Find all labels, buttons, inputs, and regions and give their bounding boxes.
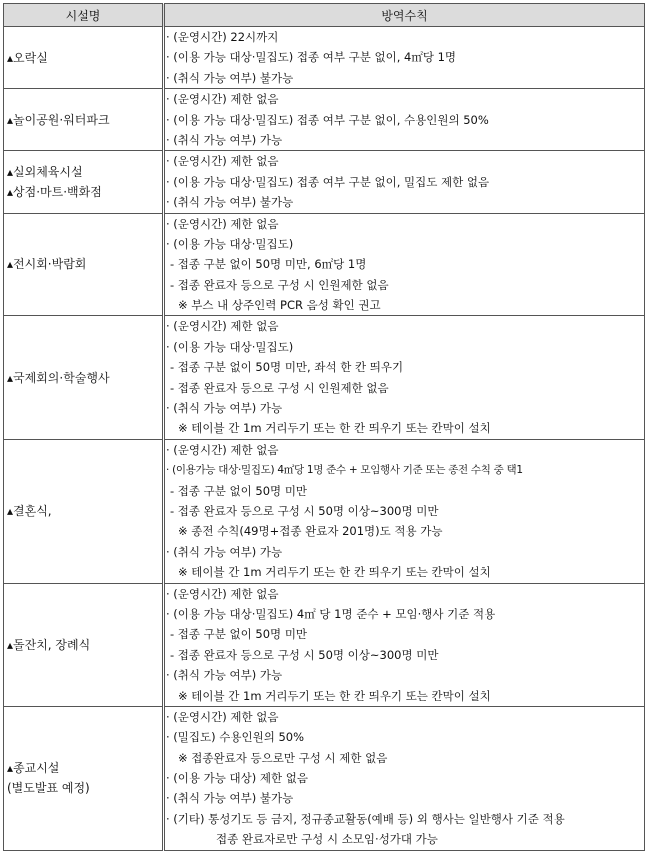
rules-cell [164,151,645,213]
rule-line: ※ 부스 내 상주인력 PCR 음성 확인 권고 [178,298,381,313]
rule-line: · (운영시간) 22시까지 [166,30,279,44]
facility-name: ▴결혼식, [7,504,52,519]
rule-line: · (취식 가능 여부) 가능 [166,401,283,416]
facility-name: ▴국제회의·학술행사 [7,370,110,385]
facility-name: ▴전시회·박람회 [7,257,87,272]
rule-line: - 접종 구분 없이 50명 미만, 6㎡당 1명 [170,257,367,272]
rule-line: · (취식 가능 여부) 가능 [166,544,283,559]
rule-line: · (기타) 통성기도 등 금지, 정규종교활동(예배 등) 외 행사는 일반행사 기준 적용 [166,811,565,826]
rule-line: · (밀집도) 수용인원의 50% [166,730,305,745]
rule-line: ※ 테이블 간 1m 거리두기 또는 한 칸 띄우기 또는 칸막이 설치 [178,421,491,436]
rules-cell [164,316,645,439]
header-row [4,4,645,27]
facility-name: ▴종교시설 [7,761,60,776]
facility-name: ▴실외체육시설 [7,164,83,179]
rule-line: · (운영시간) 제한 없음 [166,586,279,601]
table-row [4,583,645,706]
rule-line: - 접종 완료자 등으로 구성 시 50명 이상~300명 미만 [170,647,439,662]
facility-cell [4,27,164,89]
table-row [4,316,645,439]
rule-line: · (취식 가능 여부) 가능 [166,132,283,147]
rule-line: · (운영시간) 제한 없음 [166,319,279,334]
facility-cell [4,583,164,706]
rule-line: - 접종 구분 없이 50명 미만 [170,627,308,642]
table-row [4,439,645,583]
facility-name: ▴오락실 [7,50,48,65]
rule-line: · (이용 가능 대상·밀집도) 접종 여부 구분 없이, 수용인원의 50% [166,112,489,127]
table-row [4,706,645,850]
rule-line: ※ 테이블 간 1m 거리두기 또는 한 칸 띄우기 또는 칸막이 설치 [178,565,491,580]
table-row [4,151,645,213]
rule-line: · (취식 가능 여부) 불가능 [166,70,294,85]
rule-line: · (이용 가능 대상·밀집도) 접종 여부 구분 없이, 4㎡당 1명 [166,50,457,65]
rule-line: · (운영시간) 제한 없음 [166,709,279,724]
rules-cell [164,439,645,583]
rule-line: ※ 접종완료자 등으로만 구성 시 제한 없음 [178,750,388,765]
rule-line: · (이용 가능 대상·밀집도) [166,339,294,354]
quarantine-rules-table [3,3,645,851]
rule-line: · (운영시간) 제한 없음 [166,216,279,231]
rule-line: - 접종 완료자 등으로 구성 시 50명 이상~300명 미만 [170,503,439,518]
facility-name: ▴상점·마트·백화점 [7,184,102,199]
table-row [4,89,645,151]
rules-cell [164,213,645,316]
table-row [4,27,645,89]
rule-line: · (운영시간) 제한 없음 [166,92,279,107]
facility-cell [4,89,164,151]
facility-cell [4,439,164,583]
rule-line: · (이용가능 대상·밀집도) 4㎡당 1명 준수 + 모임행사 기준 또는 종전 수칙 중 택1 [166,464,523,477]
rule-line: · (운영시간) 제한 없음 [166,442,279,457]
rules-cell [164,583,645,706]
rule-line: · (취식 가능 여부) 불가능 [166,791,294,806]
rule-line: - 접종 완료자 등으로 구성 시 인원제한 없음 [170,380,389,395]
facility-cell [4,213,164,316]
facility-name: (별도발표 예정) [7,781,90,796]
rule-line: · (취식 가능 여부) 가능 [166,668,283,683]
rule-line: ※ 테이블 간 1m 거리두기 또는 한 칸 띄우기 또는 칸막이 설치 [178,688,491,703]
facility-name: ▴돌잔치, 장례식 [7,637,91,652]
rules-cell [164,89,645,151]
facility-cell [4,706,164,850]
rule-line: - 접종 완료자 등으로 구성 시 인원제한 없음 [170,277,389,292]
table-row [4,213,645,316]
rules-cell [164,706,645,850]
rules-column-header: 방역수칙 [164,4,645,27]
rule-line: · (이용 가능 대상·밀집도) [166,236,294,251]
facility-cell [4,316,164,439]
facility-column-header: 시설명 [4,4,164,27]
rule-line: - 접종 구분 없이 50명 미만, 좌석 한 칸 띄우기 [170,360,404,375]
rule-line: - 접종 구분 없이 50명 미만 [170,483,308,498]
facility-name: ▴놀이공원·워터파크 [7,112,110,127]
rule-line: · (운영시간) 제한 없음 [166,154,279,169]
rules-cell [164,27,645,89]
rule-line: · (이용 가능 대상) 제한 없음 [166,771,308,786]
rule-line: · (취식 가능 여부) 불가능 [166,195,294,210]
rule-line: 접종 완료자로만 구성 시 소모임·성가대 가능 [216,832,438,847]
rule-line: · (이용 가능 대상·밀집도) 접종 여부 구분 없이, 밀집도 제한 없음 [166,174,490,189]
rule-line: · (이용 가능 대상·밀집도) 4㎡ 당 1명 준수 + 모임·행사 기준 적용 [166,606,496,621]
rule-line: ※ 종전 수칙(49명+접종 완료자 201명)도 적용 가능 [178,524,443,539]
facility-cell [4,151,164,213]
